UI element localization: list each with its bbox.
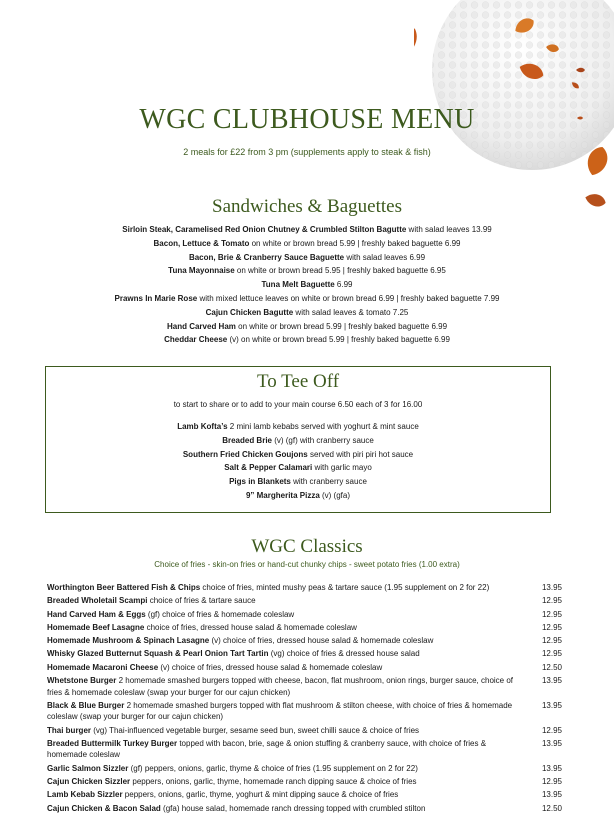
table-row: Homemade Macaroni Cheese (v) choice of fries, dressed house salad & homemade coleslaw 12.50 [47,662,562,672]
list-item: Cheddar Cheese (v) on white or brown bread 5.99 | freshly baked baguette 6.99 [164,335,450,345]
table-row: Whetstone Burger 2 homemade smashed burgers topped with cheese, bacon, flat mushroom, onion rings, burger sauce, choice of fries & homemade coleslaw (swap your burger for our cajun chicken) 13.95 [47,676,562,697]
table-row: Homemade Mushroom & Spinach Lasagne (v) choice of fries, dressed house salad & homemade coleslaw 12.95 [47,636,562,646]
price: 12.95 [541,636,562,646]
list-item: Bacon, Brie & Cranberry Sauce Baguette with salad leaves 6.99 [188,252,426,262]
classics-list [47,582,562,816]
price: 12.95 [541,725,562,735]
price: 12.95 [541,777,562,787]
table-row: Black & Blue Burger 2 homemade smashed burgers topped with flat mushroom & stilton cheese, with choice of fries & homemade coleslaw (swap your burger for our cajun chicken) 13.95 [47,700,562,722]
list-item: Pigs in Blankets with cranberry sauce [229,477,367,487]
classics-subtitle: Choice of fries - skin-on fries or hand-cut chunky chips - sweet potato fries (1.00 extra) [154,560,460,569]
list-item: Southern Fried Chicken Goujons served with piri piri hot sauce [182,449,414,459]
table-row: Breaded Wholetail Scampi choice of fries & tartare sauce 12.95 [47,596,562,606]
price: 12.50 [541,662,562,672]
table-row: Cajun Chicken Sizzler peppers, onions, garlic, thyme, homemade ranch dipping sauce & choice of fries 12.95 [47,777,562,787]
price: 12.95 [541,609,562,619]
list-item: Lamb Kofta’s 2 mini lamb kebabs served with yoghurt & mint sauce [177,422,419,431]
price: 13.95 [541,676,562,686]
table-row: Hand Carved Ham & Eggs (gf) choice of fries & homemade coleslaw 12.95 [47,609,562,619]
tee-off-heading: To Tee Off [256,371,340,392]
menu-title: WGC CLUBHOUSE MENU [139,104,475,135]
list-item: Prawns In Marie Rose with mixed lettuce leaves on white or brown bread 6.99 | freshly baked baguette 7.99 [114,293,500,303]
list-item: Salt & Pepper Calamari with garlic mayo [224,463,372,473]
table-row: Breaded Buttermilk Turkey Burger topped with bacon, brie, sage & onion stuffing & cranberry sauce, with choice of fries & homemade coleslaw 13.95 [47,738,562,760]
tee-off-list [46,420,550,503]
table-row: Garlic Salmon Sizzler (gf) peppers, onions, garlic, thyme & choice of fries (1.95 supplement on 2 for 22) 13.95 [47,763,562,773]
price: 13.95 [541,763,562,773]
price: 12.50 [541,803,562,813]
list-item: Tuna Mayonnaise on white or brown bread 5.95 | freshly baked baguette 6.95 [168,266,446,276]
price: 13.95 [541,583,562,592]
price: 12.95 [541,649,562,659]
list-item: Breaded Brie (v) (gf) with cranberry sauce [222,435,374,445]
price: 12.95 [541,596,562,606]
list-item: Bacon, Lettuce & Tomato on white or brown bread 5.99 | freshly baked baguette 6.99 [153,238,461,248]
table-row: Thai burger (vg) Thai-influenced vegetable burger, sesame seed bun, sweet chilli sauce & choice of fries 12.95 [47,725,562,735]
table-row: Cajun Chicken & Bacon Salad (gfa) house salad, homemade ranch dressing topped with crumbled stilton 12.50 [47,803,562,813]
price: 13.95 [541,700,562,710]
classics-heading: WGC Classics [251,536,363,557]
table-row: Homemade Beef Lasagne choice of fries, dressed house salad & homemade coleslaw 12.95 [47,622,562,632]
sandwiches-heading: Sandwiches & Baguettes [212,196,402,217]
price: 13.95 [541,790,562,800]
tee-off-intro: to start to share or to add to your main course 6.50 each of 3 for 16.00 [173,400,423,409]
table-row: Whisky Glazed Butternut Squash & Pearl Onion Tart Tartin (vg) choice of fries & dressed house salad 12.95 [47,649,562,659]
list-item: Tuna Melt Baguette 6.99 [261,280,353,290]
list-item: 9” Margherita Pizza (v) (gfa) [245,490,351,500]
list-item: Cajun Chicken Bagutte with salad leaves & tomato 7.25 [205,307,409,317]
list-item: Hand Carved Ham on white or brown bread 5.99 | freshly baked baguette 6.99 [166,321,448,331]
sandwiches-list [0,223,614,347]
price: 13.95 [541,738,562,748]
table-row: Lamb Kebab Sizzler peppers, onions, garlic, thyme, yoghurt & mint dipping sauce & choice of fries 13.95 [47,790,562,800]
menu-subtitle: 2 meals for £22 from 3 pm (supplements apply to steak & fish) [183,147,431,157]
table-row: Worthington Beer Battered Fish & Chips choice of fries, minted mushy peas & tartare sauce (1.95 supplement on 2 for 22) 13.95 [47,583,562,592]
tee-off-box [45,366,551,513]
price: 12.95 [541,622,562,632]
list-item: Sirloin Steak, Caramelised Red Onion Chutney & Crumbled Stilton Bagutte with salad leaves 13.99 [122,225,492,234]
